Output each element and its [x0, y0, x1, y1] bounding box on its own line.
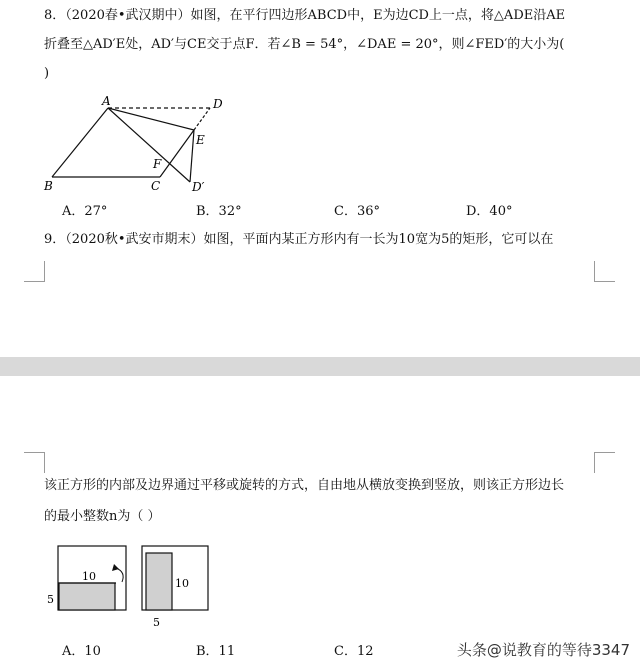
q8-choice-a[interactable]: A．27°	[62, 204, 108, 219]
q9-choice-c[interactable]: C．12	[334, 644, 374, 659]
q9-choice-b[interactable]: B．11	[196, 644, 236, 659]
label-e: E	[196, 133, 205, 147]
page-corner-mark	[594, 261, 615, 282]
q8-choice-d[interactable]: D．40°	[466, 204, 513, 219]
label-5-right: 5	[153, 616, 160, 629]
q8-choice-c[interactable]: C．36°	[334, 204, 380, 219]
page-corner-mark	[24, 452, 45, 473]
q8-choice-b[interactable]: B．32°	[196, 204, 242, 219]
watermark-text: 头条@说教育的等待3347	[456, 641, 630, 659]
label-10-right: 10	[175, 577, 189, 590]
page-corner-mark	[24, 261, 45, 282]
page-bottom	[0, 376, 640, 672]
page-gap	[0, 357, 640, 376]
label-f: F	[153, 157, 162, 171]
label-10-left: 10	[82, 570, 96, 583]
q8-line-1: 8．（2020春•武汉期中）如图，在平行四边形ABCD中，E为边CD上一点，将△ADE沿AE	[44, 8, 566, 23]
q9-choice-a[interactable]: A．10	[62, 644, 101, 659]
page-corner-mark	[594, 452, 615, 473]
q9-square-figure	[42, 542, 222, 632]
q9-line-2: 该正方形的内部及边界通过平移或旋转的方式，自由地从横放变换到竖放，则该正方形边长	[44, 478, 565, 493]
q9-line-1: 9．（2020秋•武安市期末）如图，平面内某正方形内有一长为10宽为5的矩形，它可以在	[44, 232, 554, 247]
label-d: D	[213, 97, 223, 111]
label-c: C	[151, 179, 161, 193]
label-a: A	[102, 94, 111, 108]
q8-line-2: 折叠至△AD′E处，AD′与CE交于点F．若∠B = 54°，∠DAE = 20°，则∠FED′的大小为(	[44, 37, 565, 52]
q8-parallelogram-figure	[40, 92, 230, 197]
label-d-prime: D′	[192, 180, 205, 194]
q9-line-3: 的最小整数n为（ ）	[44, 509, 161, 524]
label-b: B	[44, 179, 53, 193]
label-5-left: 5	[47, 593, 54, 606]
q8-line-3: )	[44, 66, 50, 81]
